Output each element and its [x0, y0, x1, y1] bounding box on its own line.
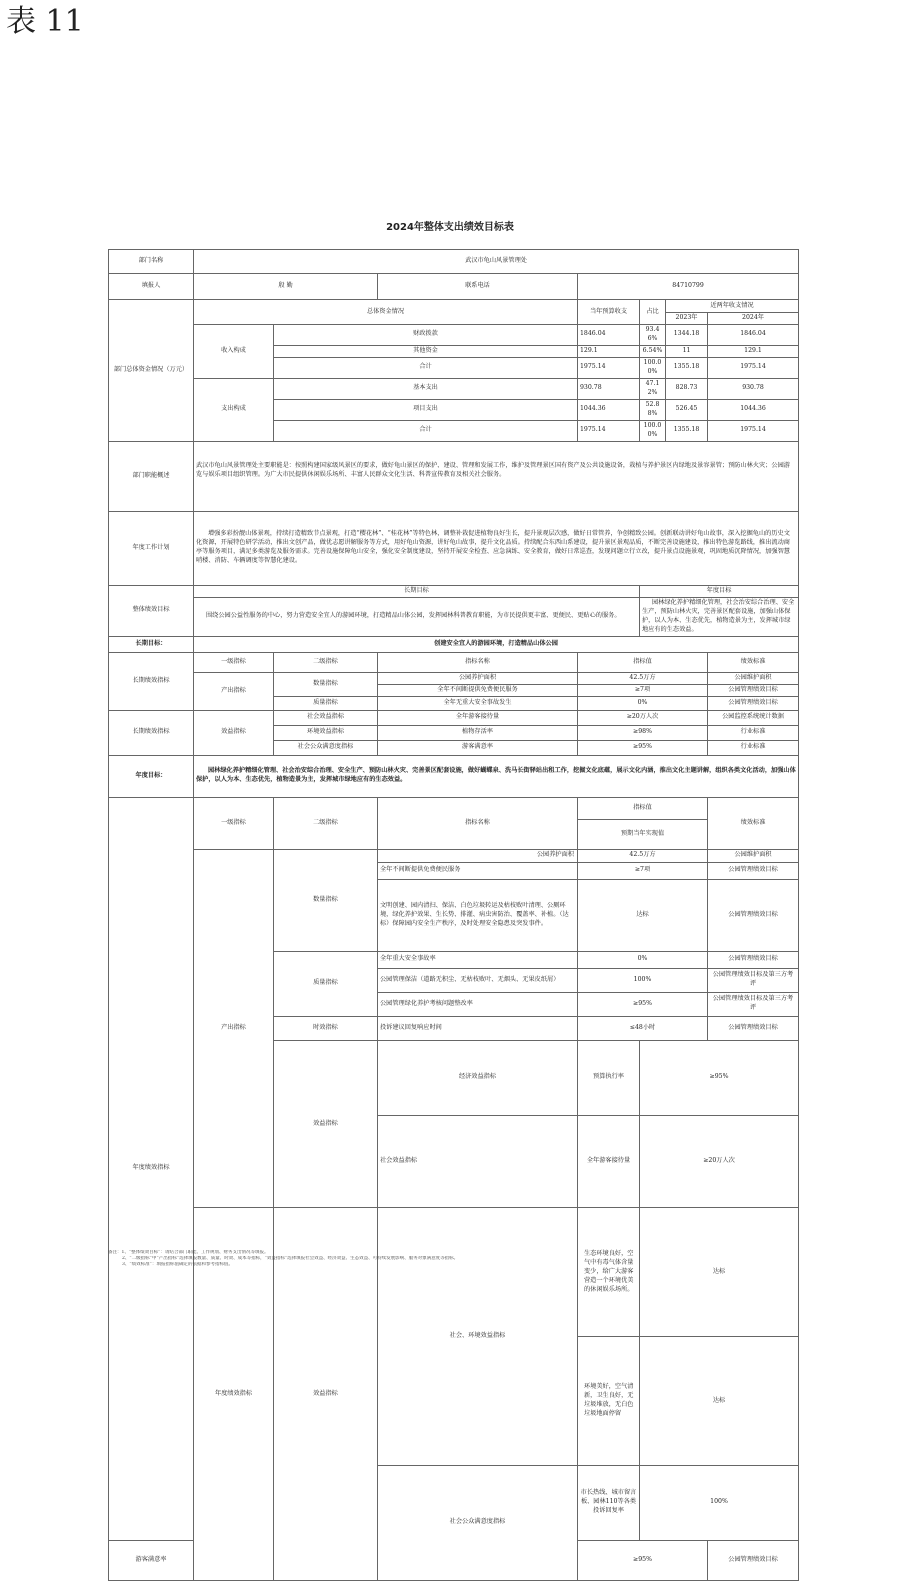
long-perf-header-l2: 二级指标 [274, 652, 378, 672]
year-perf2-row-name: 生态环境良好，空气中有毒气体含量变少，给广大游客营造一个环境优美的休闲娱乐场所。 [578, 1208, 640, 1337]
income-name: 财政拨款 [274, 324, 578, 345]
year-perf-label: 年度绩效指标 [109, 797, 194, 1540]
expense-name: 基本支出 [274, 378, 578, 399]
year-perf-row-value: ≥95% [640, 1040, 799, 1115]
expense-budget: 1975.14 [578, 420, 640, 441]
long-perf-label: 长期绩效指标 [109, 652, 194, 710]
year-perf2-effect-label: 效益指标 [274, 1208, 378, 1580]
year-perf2-label: 年度绩效指标 [194, 1208, 274, 1580]
year-perf-row-name: 公园管理绿化养护考核问题整改率 [378, 992, 578, 1016]
page-label: 表 11 [6, 4, 84, 39]
funds-header-recent: 近两年收支情况 [666, 300, 799, 313]
expense-label: 支出构成 [194, 378, 274, 441]
year-perf-row-value: ≥7项 [578, 862, 708, 879]
long-perf-effect-value: ≥98% [578, 725, 708, 740]
funds-label: 部门总体资金情况（万元） [109, 300, 194, 442]
long-perf-row-name: 全年不间断提供免费便民服务 [378, 684, 578, 696]
year-perf-row-standard: 公园管理绩效目标 [708, 862, 799, 879]
year-perf-header-value-sub: 预期当年实现值 [578, 819, 708, 849]
income-label: 收入构成 [194, 324, 274, 378]
year-perf2-row-name: 市长热线、城市留言板、园林110等各类投诉回复率 [578, 1466, 640, 1541]
year-perf-output-label: 产出指标 [194, 849, 274, 1208]
year-perf2-row-value: ≥95% [578, 1540, 708, 1580]
year-perf2-row-value: 达标 [640, 1208, 799, 1337]
income-2023: 1344.18 [666, 324, 708, 345]
income-name: 合计 [274, 357, 578, 378]
year-perf-header-l2: 二级指标 [274, 797, 378, 849]
income-2023: 11 [666, 345, 708, 357]
long-perf-row-standard: 公园维护面积 [708, 672, 799, 684]
phone-label: 联系电话 [378, 274, 578, 300]
dept-label: 部门名称 [109, 250, 194, 274]
long-perf-output-label: 产出指标 [194, 672, 274, 710]
long-perf-effect-standard: 行业标准 [708, 740, 799, 755]
funds-header-budget: 当年预算收支 [578, 300, 640, 325]
year-perf2-row-standard: 公园管理绩效目标 [708, 1540, 799, 1580]
long-perf-effect-standard: 行业标准 [708, 725, 799, 740]
long-goal-text: 创建安全宜人的游园环境，打造精品山体公园 [194, 636, 799, 652]
long-perf-header-name: 指标名称 [378, 652, 578, 672]
year-perf-row-standard: 公园管理绩效目标及第三方考评 [708, 992, 799, 1016]
expense-name: 项目支出 [274, 399, 578, 420]
year-perf-quantity-label: 数量指标 [274, 849, 378, 951]
year-perf-row-value: 42.5万方 [578, 849, 708, 862]
long-perf-quantity-label: 数量指标 [274, 672, 378, 696]
year-perf-row-name: 全年不间断提供免费便民服务 [378, 862, 578, 879]
year-perf-row-standard: 公园管理绩效目标及第三方考评 [708, 968, 799, 992]
overall-year-text: 园林绿化养护精细化管理，社会治安综合治理、安全生产，预防山林火灾，完善景区配套设施，加强山体保护，以人为本、生态优先，植物造景为主，发挥城市绿地应有的生态效益。 [640, 597, 799, 636]
year-perf-header-l1: 一级指标 [194, 797, 274, 849]
year-perf-row-standard: 公园管理绩效目标 [708, 1016, 799, 1040]
year-perf-row-name: 公园养护面积 [378, 849, 578, 862]
long-perf-row-name: 全年无重大安全事故发生 [378, 696, 578, 710]
year-perf-quality-label: 质量指标 [274, 951, 378, 1016]
long-perf-effect-name: 植物存活率 [378, 725, 578, 740]
year-perf2-satis-label: 社会公众满意度指标 [378, 1466, 578, 1581]
filler-label: 填报人 [109, 274, 194, 300]
year-perf2-row-name: 游客满意率 [109, 1540, 194, 1580]
long-perf-label: 长期绩效指标 [109, 710, 194, 755]
expense-name: 合计 [274, 420, 578, 441]
income-budget: 129.1 [578, 345, 640, 357]
expense-2024: 930.78 [708, 378, 799, 399]
long-perf-row-value: 42.5万方 [578, 672, 708, 684]
year-perf2-env-label: 社会、环境效益指标 [378, 1208, 578, 1466]
expense-ratio: 100.00% [640, 420, 666, 441]
footnote: 备注：1、“整体绩效目标”：请结合部门职能、工作规划、财务支出情况等填报。 [108, 1250, 269, 1255]
year-perf-header-standard: 绩效标准 [708, 797, 799, 849]
plan-label: 年度工作计划 [109, 511, 194, 585]
long-perf-effect-name: 游客满意率 [378, 740, 578, 755]
expense-2023: 828.73 [666, 378, 708, 399]
long-perf-row-name: 公园养护面积 [378, 672, 578, 684]
year-perf-header-name: 指标名称 [378, 797, 578, 849]
long-perf-effect-value: ≥20万人次 [578, 710, 708, 725]
footnote: 3、“绩效标准”：填报指标值确定的依据和参考指标值。 [122, 1262, 233, 1267]
year-perf-row-standard: 公园管理绩效目标 [708, 879, 799, 951]
year-perf2-row-value: 达标 [640, 1337, 799, 1466]
year-perf-time-label: 时效指标 [274, 1016, 378, 1040]
long-perf-row-standard: 公园管理绩效目标 [708, 684, 799, 696]
expense-2023: 526.45 [666, 399, 708, 420]
long-perf-effect-label: 效益指标 [194, 710, 274, 755]
year-perf-row-value: 达标 [578, 879, 708, 951]
year-perf-row-value: ≤48小时 [578, 1016, 708, 1040]
expense-budget: 930.78 [578, 378, 640, 399]
footnotes [108, 1250, 798, 1268]
funds-header-total: 总体资金情况 [194, 300, 578, 325]
year-perf-row-name: 全年游客接待量 [578, 1115, 640, 1208]
income-ratio: 100.00% [640, 357, 666, 378]
performance-table [108, 249, 799, 1581]
long-perf-row-value: 0% [578, 696, 708, 710]
year-perf2-row-value: 100% [640, 1466, 799, 1541]
expense-ratio: 52.88% [640, 399, 666, 420]
footnote: 2、“二级指标”中“产出指标”选择填报数量、质量、时效、成本等指标，“效益指标”选择填报社会效益、经济效益、生态效益、可持续发展影响、服务对象满意度等指标。 [122, 1256, 459, 1261]
year-perf-row-name: 预算执行率 [578, 1040, 640, 1115]
year-perf-row-standard: 公园管理绩效目标 [708, 951, 799, 968]
income-name: 其他资金 [274, 345, 578, 357]
phone-value: 84710799 [578, 274, 799, 300]
income-ratio: 93.46% [640, 324, 666, 345]
income-budget: 1975.14 [578, 357, 640, 378]
funds-year-2023: 2023年 [666, 313, 708, 325]
income-budget: 1846.04 [578, 324, 640, 345]
year-perf-row-value: ≥95% [578, 992, 708, 1016]
expense-ratio: 47.12% [640, 378, 666, 399]
long-perf-effect-value: ≥95% [578, 740, 708, 755]
long-perf-header-value: 指标值 [578, 652, 708, 672]
year-perf-econ-label: 经济效益指标 [378, 1040, 578, 1115]
year-perf-row-value: ≥20万人次 [640, 1115, 799, 1208]
year-perf-effect-label: 效益指标 [274, 1040, 378, 1208]
long-perf-effect-standard: 公园监控系统统计数据 [708, 710, 799, 725]
overall-year-header: 年度目标 [640, 585, 799, 597]
long-perf-row-standard: 公园管理绩效目标 [708, 696, 799, 710]
long-perf-effect-l2: 社会公众满意度指标 [274, 740, 378, 755]
year-perf-row-standard: 公园维护面积 [708, 849, 799, 862]
expense-2023: 1355.18 [666, 420, 708, 441]
long-perf-header-standard: 绩效标准 [708, 652, 799, 672]
year-perf-header-value: 指标值 [578, 797, 708, 819]
income-ratio: 6.54% [640, 345, 666, 357]
dept-value: 武汉市龟山风景管理处 [194, 250, 799, 274]
long-perf-effect-l2: 环境效益指标 [274, 725, 378, 740]
overall-long-text: 围绕公园公益性服务的中心，努力营造安全宜人的游园环境，打造精品山体公园，发挥园林科普教育职能，为市民提供更丰富、更便民、更贴心的服务。 [194, 597, 640, 636]
year-perf-row-name: 投诉建议回复响应时间 [378, 1016, 578, 1040]
year-perf-row-name: 文明创建、园内清扫、保洁、白色垃圾转运及枯枝败叶清理、公厕环境，绿化养护效果、生长势、排灌、病虫害防治、覆盖率、补植。（达标）保障园内安全生产秩序，及时处理安全隐患及突发事件。 [378, 879, 578, 951]
funds-year-2024: 2024年 [708, 313, 799, 325]
filler-name: 殷 勤 [194, 274, 378, 300]
expense-2024: 1975.14 [708, 420, 799, 441]
long-perf-effect-name: 全年游客接待量 [378, 710, 578, 725]
income-2023: 1355.18 [666, 357, 708, 378]
year-goal-label: 年度目标： [109, 755, 194, 797]
year-goal-text: 园林绿化养护精细化管理、社会治安综合治理、安全生产、预防山林火灾、完善景区配套设施，做好蝴蝶泉、洗马长街驿站出租工作，挖掘文化底蕴，展示文化内涵，推出文化主题讲解，组织各类文化活动，加强山体保护，以人为本、生态优先，植物造景为主，发挥城市绿地应有的生态效益。 [194, 755, 799, 797]
year-perf2-row-name: 环境美好，空气清新，卫生良好，无垃圾堆放，无白色垃圾地面停留 [578, 1337, 640, 1466]
year-perf-row-name: 公园管理保洁（道路无积尘、无枯枝败叶、无烟头、无果皮纸屑） [378, 968, 578, 992]
year-perf-row-name: 全年重大安全事故率 [378, 951, 578, 968]
expense-budget: 1044.36 [578, 399, 640, 420]
plan-text: 增强多彩扮靓山体景观，持续打造精致节点景观，打造“樱花林”、“桂花林”等特色林，调整补栽促进植物良好生长，提升景观层次感，做好日常管养，争创精致公园。创新联动讲好龟山故事，深入挖掘龟山的历史文化资源，开展特色研学活动，推出文创产品，做优志愿讲解服务等方式，用好龟山资源，讲好龟山故事，提升文化品质。持续配合东西山系建设，提升景区景观品质，不断完善设施建设，推出特色游览路线，推出流动商亭等服务项目，满足多类游览及服务需求。完善设施保障龟山安全，强化安全制度建设，坚持开展安全检查、应急演练、安全教育，做好日常巡查，发现问题立行立改，提升景点设施景观，巩固地质沉降情况，加强智慧哨楼、消防、车辆调度等智慧化建设。 [194, 511, 799, 585]
year-perf-row-value: 100% [578, 968, 708, 992]
year-perf-row-value: 0% [578, 951, 708, 968]
duty-label: 部门职能概述 [109, 441, 194, 511]
document-title: 2024年整体支出绩效目标表 [386, 222, 514, 233]
funds-header-ratio: 占比 [640, 300, 666, 325]
year-perf-social-label: 社会效益指标 [378, 1115, 578, 1208]
income-2024: 1975.14 [708, 357, 799, 378]
income-2024: 129.1 [708, 345, 799, 357]
long-perf-row-value: ≥7项 [578, 684, 708, 696]
overall-long-header: 长期目标 [194, 585, 640, 597]
long-perf-quality-label: 质量指标 [274, 696, 378, 710]
long-perf-effect-l2: 社会效益指标 [274, 710, 378, 725]
long-perf-header-l1: 一级指标 [194, 652, 274, 672]
overall-label: 整体绩效目标 [109, 585, 194, 636]
long-goal-label: 长期目标： [109, 636, 194, 652]
duty-text: 武汉市龟山风景管理处主要职能是：按照构建国家级风景区的要求，做好龟山景区的保护、建设、管理和发展工作，维护及管理景区国有资产及公共设施设备，栽植与养护景区内绿地及景容景管；预防山林火灾；公园游览与娱乐项目组织管理。为广大市民提供休闲娱乐场所、丰富人民群众文化生活、科普宣传教育及相关社会服务。 [194, 441, 799, 511]
expense-2024: 1044.36 [708, 399, 799, 420]
income-2024: 1846.04 [708, 324, 799, 345]
